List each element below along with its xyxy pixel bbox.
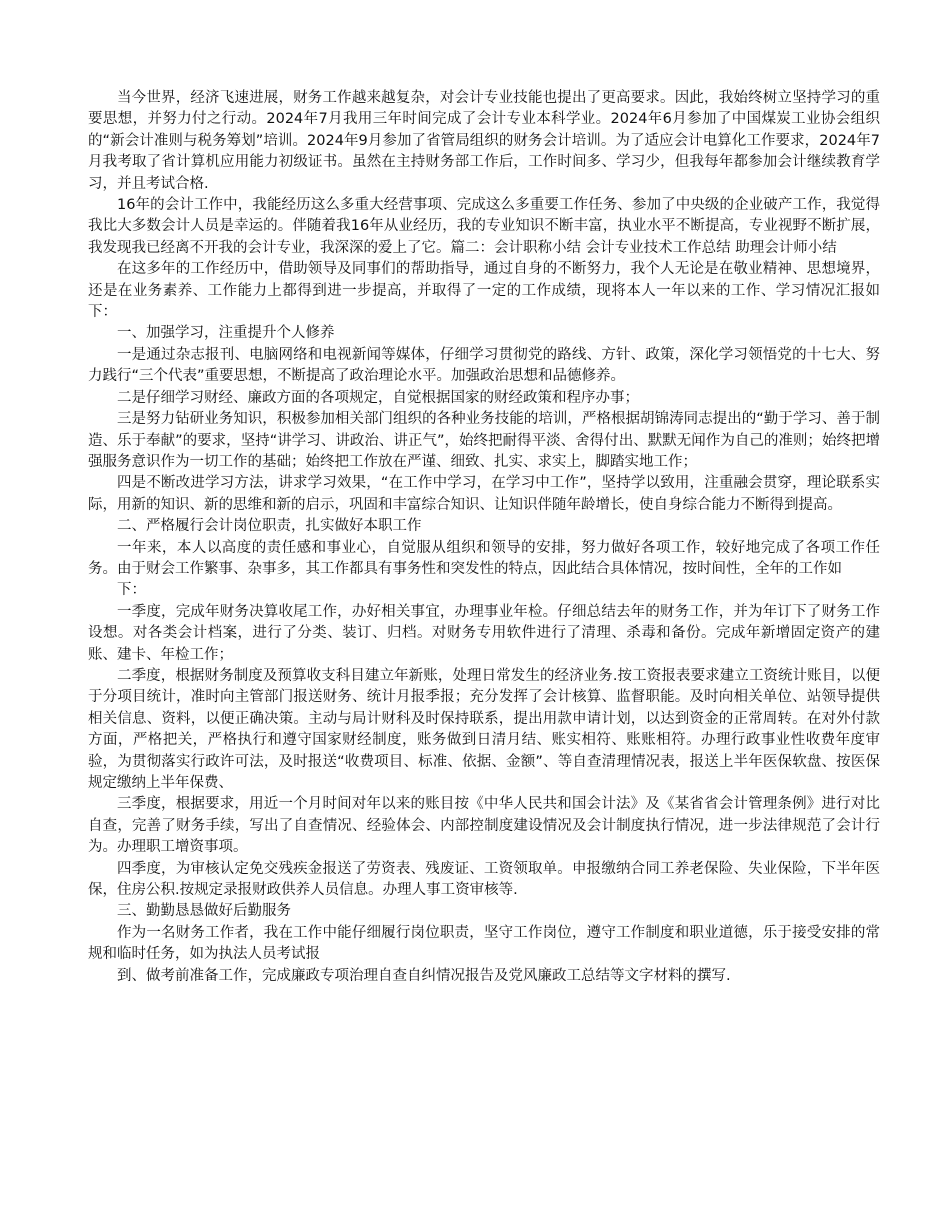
section-heading-1: 一、加强学习，注重提升个人修养 bbox=[117, 325, 335, 342]
section-heading-3: 三、勤勤恳恳做好后勤服务 bbox=[117, 903, 291, 920]
paragraph-point-4: 四是不断改进学习方法，讲求学习效果，“在工作中学习，在学习中工作”，坚持学以致用，注重融会贯穿，理论联系实际，用新的知识、新的思维和新的启示，巩固和丰富综合知识、让知识伴随年龄增长，使自身综合能力不断得到提高。 bbox=[88, 475, 880, 513]
paragraph-quarter-2: 二季度，根据财务制度及预算收支科目建立年新账，处理日常发生的经济业务.按工资报表要求建立工资统计账目，以便于分项目统计，准时向主管部门报送财务、统计月报季报；充分发挥了会计核算、监督职能。及时向相关单位、站领导提供相关信息、资料，以便正确决策。主动与局计财科及时保持联系，提出用款申请计划，以达到资金的正常周转。在对外付款方面，严格把关，严格执行和遵守国家财经制度，账务做到日清月结、账实相符、账账相符。办理行政事业性收费年度审验，为贯彻落实行政许可法，及时报送“收费项目、标准、依据、金额”、等自查清理情况表，报送上半年医保软盘、按医保规定缴纳上半年保费、 bbox=[88, 667, 880, 791]
paragraph-quarter-1: 一季度，完成年财务决算收尾工作，办好相关事宜，办理事业年检。仔细总结去年的财务工作，并为年订下了财务工作设想。对各类会计档案，进行了分类、装订、归档。对财务专用软件进行了清理、杀毒和备份。完成年新增固定资产的建账、建卡、年检工作； bbox=[88, 603, 880, 663]
paragraph-quarter-4: 四季度，为审核认定免交残疾金报送了劳资表、残废证、工资领取单。申报缴纳合同工养老保险、失业保险，下半年医保，住房公积.按规定录报财政供养人员信息。办理人事工资审核等. bbox=[88, 860, 880, 899]
paragraph-as-follows: 下： bbox=[117, 582, 146, 599]
paragraph-point-1: 一是通过杂志报刊、电脑网络和电视新闻等媒体，仔细学习贯彻党的路线、方针、政策，深化学习领悟党的十七大、努力践行“三个代表”重要思想，不断提高了政治理论水平。加强政治思想和品德修养。 bbox=[88, 346, 880, 385]
paragraph-logistics-service: 作为一名财务工作者，我在工作中能仔细履行岗位职责，坚守工作岗位，遵守工作制度和职业道德，乐于接受安排的常规和临时任务，如为执法人员考试报 bbox=[88, 924, 880, 963]
document-body bbox=[88, 88, 880, 987]
paragraph-intro-study: 当今世界，经济飞速进展，财务工作越来越复杂，对会计专业技能也提出了更高要求。因此，我始终树立坚持学习的重要思想，并努力付之行动。2024年7月我用三年时间完成了会计专业本科学业。2024年6月参加了中国煤炭工业协会组织的“新会计准则与税务筹划”培训。2024年9月参加了省管局组织的财务会计培训。为了适应会计电算化工作要求，2024年7月我考取了省计算机应用能力初级证书。虽然在主持财务部工作后，工作时间多、学习少，但我每年都参加会计继续教育学习，并且考试合格. bbox=[88, 90, 880, 192]
paragraph-quarter-3: 三季度，根据要求，用近一个月时间对年以来的账目按《中华人民共和国会计法》及《某省省会计管理条例》进行对比自查，完善了财务手续，写出了自查情况、经验体会、内部控制度建设情况及会计制度执行情况，进一步法律规范了会计行为。办理职工增资事项。 bbox=[88, 796, 880, 856]
paragraph-closing: 到、做考前准备工作，完成廉政专项治理自查自纠情况报告及党风廉政工总结等文字材料的撰写. bbox=[117, 967, 731, 984]
paragraph-point-2: 二是仔细学习财经、廉政方面的各项规定，自觉根据国家的财经政策和程序办事； bbox=[117, 389, 639, 406]
paragraph-16-years: 16年的会计工作中，我能经历这么多重大经营事项、完成这么多重要工作任务、参加了中央级的企业破产工作，我觉得我比大多数会计人员是幸运的。伴随着我16年从业经历，我的专业知识不断丰富，执业水平不断提高，专业视野不断扩展，我发现我已经离不开我的会计专业，我深深的爱上了它。篇二：会计职称小结 会计专业技术工作总结 助理会计师小结 bbox=[88, 197, 880, 256]
paragraph-work-experience: 在这多年的工作经历中，借助领导及同事们的帮助指导，通过自身的不断努力，我个人无论是在敬业精神、思想境界，还是在业务素养、工作能力上都得到进一步提高，并取得了一定的工作成绩，现将本人一年以来的工作、学习情况汇报如下： bbox=[88, 261, 880, 321]
paragraph-point-3: 三是努力钻研业务知识，积极参加相关部门组织的各种业务技能的培训，严格根据胡锦涛同志提出的“勤于学习、善于制造、乐于奉献”的要求，坚持“讲学习、讲政治、讲正气”，始终把耐得平淡、舍得付出、默默无闻作为自己的准则；始终把增强服务意识作为一切工作的基础；始终把工作放在严谨、细致、扎实、求实上，脚踏实地工作； bbox=[88, 411, 880, 470]
section-heading-2: 二、严格履行会计岗位职责，扎实做好本职工作 bbox=[117, 518, 422, 535]
paragraph-year-overview: 一年来，本人以高度的责任感和事业心，自觉服从组织和领导的安排，努力做好各项工作，较好地完成了各项工作任务。由于财会工作繁事、杂事多，其工作都具有事务性和突发性的特点，因此结合具体情况，按时间性，全年的工作如 bbox=[88, 539, 880, 577]
